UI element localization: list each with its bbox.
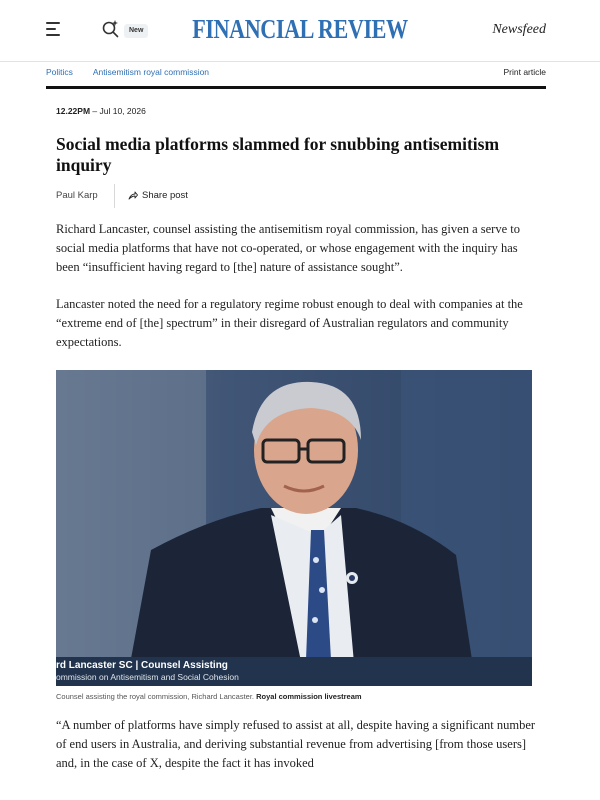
byline <box>56 184 356 208</box>
share-post-button[interactable] <box>128 190 188 201</box>
breadcrumb-politics[interactable]: Politics <box>46 67 73 77</box>
article-headline: Social media platforms slammed for snubbing antisemitism inquiry <box>56 134 500 175</box>
section-rule <box>46 86 546 89</box>
caption-credit: Royal commission livestream <box>256 692 362 701</box>
author-name[interactable]: Paul Karp <box>56 190 98 201</box>
speaker-photo-image <box>56 370 532 686</box>
header-divider <box>0 61 600 62</box>
article-timestamp: 12.22PM – Jul 10, 2026 <box>56 106 146 116</box>
article-paragraph: Richard Lancaster, counsel assisting the antisemitism royal commission, has given a serve to social media platforms that have not co-operated, or whose engagement with the inquiry has been “insufficient having regard to [the] nature of assistance sought”. <box>56 222 520 274</box>
breadcrumb-antisemitism-royal-commission[interactable]: Antisemitism royal commission <box>92 67 210 77</box>
article-paragraph: Lancaster noted the need for a regulatory regime robust enough to deal with companies at the “extreme end of [the] spectrum” in their disregard of Australian regulators and community expectations. <box>56 297 523 349</box>
article-time: 12.22PM <box>56 106 91 116</box>
top-bar <box>0 0 600 62</box>
breadcrumb <box>46 67 227 77</box>
print-article-link[interactable]: Print article <box>503 67 546 77</box>
new-badge: New <box>124 24 148 38</box>
sparkle-search-icon[interactable] <box>100 18 122 40</box>
byline-divider <box>114 184 115 208</box>
video-lower-third <box>56 657 532 686</box>
caption-text: Counsel assisting the royal commission, Richard Lancaster. <box>56 692 255 701</box>
article-paragraph: “A number of platforms have simply refused to assist at all, despite having a significant number of end users in Australia, and deriving substantial revenue from advertising [from those users] and, in the case of X, despite the fact it has invoked <box>56 718 536 770</box>
lower-third-name: rd Lancaster SC | Counsel Assisting <box>56 660 228 671</box>
newsfeed-link[interactable]: Newsfeed <box>492 22 546 37</box>
share-icon <box>128 191 138 201</box>
photo-caption <box>56 692 546 701</box>
masthead-logo[interactable]: FINANCIAL REVIEW <box>192 14 408 44</box>
share-post-label: Share post <box>142 190 188 201</box>
article-photo <box>56 370 532 686</box>
hamburger-icon[interactable] <box>46 22 62 38</box>
lower-third-organisation: ommission on Antisemitism and Social Cohesion <box>56 672 239 682</box>
article-date: Jul 10, 2026 <box>99 106 146 116</box>
